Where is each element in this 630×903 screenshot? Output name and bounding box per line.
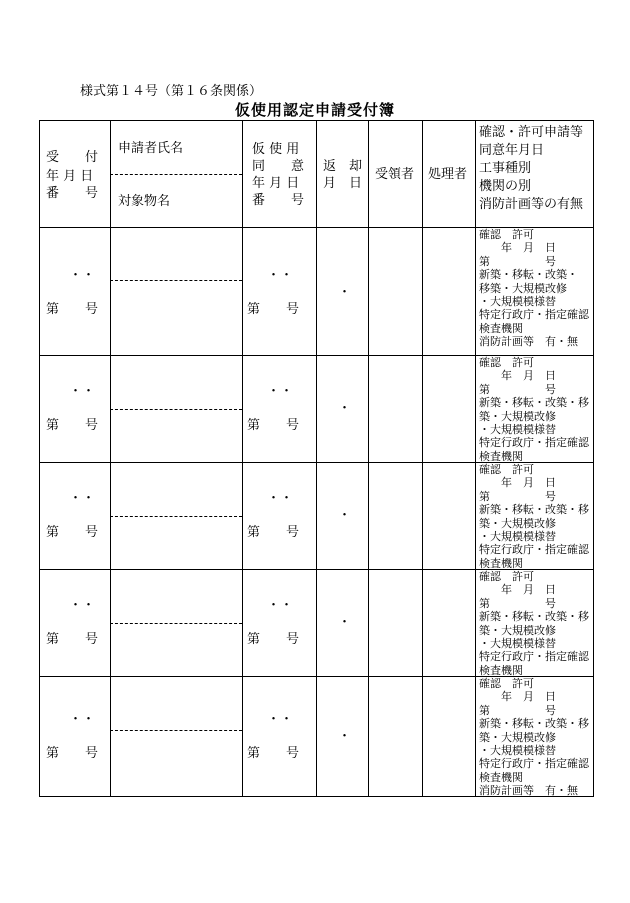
remarks-cell: [479, 463, 593, 570]
receipt-number: 第 号: [46, 418, 99, 433]
remarks-line: ・大規模模様替: [479, 423, 556, 437]
remarks-line: 検査機関: [479, 321, 523, 335]
row-dashed-divider: [110, 623, 242, 624]
row-dashed-divider: [110, 280, 242, 281]
remarks-line: 第 号: [479, 703, 556, 717]
remarks-line: 築・大規模改修: [479, 730, 556, 744]
remarks-header-line: 工事種別: [479, 161, 532, 176]
receipt-header-line: 受 付: [46, 150, 99, 165]
recipient-header: 受領者: [375, 167, 415, 182]
row-dashed-divider: [110, 730, 242, 731]
ledger-table: [39, 120, 594, 797]
receipt-date-dots: ・・: [69, 491, 96, 506]
remarks-line: 築・大規模改修: [479, 409, 556, 423]
consent-number: 第 号: [247, 525, 300, 540]
remarks-line: 検査機関: [479, 556, 523, 570]
remarks-line: 築・大規模改修: [479, 623, 556, 637]
return-header-line: 月 日: [323, 176, 363, 191]
consent-header-line: 番 号: [252, 193, 305, 208]
consent-date-dots: ・・: [267, 491, 294, 506]
return-date-dot: ・: [338, 401, 352, 416]
remarks-line: 年 月 日: [479, 690, 556, 704]
remarks-line: 新築・移転・改築・: [479, 268, 578, 282]
remarks-line: 消防計画等 有・無: [479, 335, 578, 349]
remarks-line: 年 月 日: [479, 476, 556, 490]
remarks-cell: [479, 570, 593, 677]
return-date-dot: ・: [338, 615, 352, 630]
return-header-line: 返 却: [323, 159, 363, 174]
consent-header-line: 仮 使 用: [252, 142, 300, 157]
consent-date-dots: ・・: [267, 268, 294, 283]
return-date-dot: ・: [338, 285, 352, 300]
remarks-line: 特定行政庁・指定確認: [479, 543, 589, 557]
receipt-date-dots: ・・: [69, 384, 96, 399]
remarks-line: 確認 許可: [479, 677, 534, 690]
remarks-header-line: 同意年月日: [479, 143, 545, 158]
remarks-line: 新築・移転・改築・移: [479, 503, 589, 517]
consent-date-dots: ・・: [267, 712, 294, 727]
return-date-dot: ・: [338, 729, 352, 744]
receipt-date-dots: ・・: [69, 268, 96, 283]
remarks-line: 第 号: [479, 489, 556, 503]
remarks-line: 年 月 日: [479, 241, 556, 255]
receipt-number: 第 号: [46, 746, 99, 761]
return-date-dot: ・: [338, 508, 352, 523]
processor-header: 処理者: [428, 167, 468, 182]
receipt-header-line: 年 月 日: [46, 169, 94, 184]
remarks-line: 特定行政庁・指定確認: [479, 650, 589, 664]
form-number: 様式第１４号（第１６条関係）: [80, 84, 263, 99]
remarks-line: 検査機関: [479, 770, 523, 784]
remarks-line: 確認 許可: [479, 356, 534, 369]
consent-date-dots: ・・: [267, 598, 294, 613]
remarks-line: 確認 許可: [479, 570, 534, 583]
target-name-header: 対象物名: [118, 194, 171, 209]
remarks-line: 検査機関: [479, 663, 523, 677]
remarks-line: 確認 許可: [479, 463, 534, 476]
remarks-line: 特定行政庁・指定確認: [479, 308, 589, 322]
remarks-line: 特定行政庁・指定確認: [479, 757, 589, 771]
consent-number: 第 号: [247, 746, 300, 761]
column-divider: [475, 121, 476, 796]
remarks-line: ・大規模模様替: [479, 530, 556, 544]
consent-number: 第 号: [247, 302, 300, 317]
remarks-line: 新築・移転・改築・移: [479, 396, 589, 410]
page-title: 仮使用認定申請受付簿: [234, 101, 395, 119]
remarks-line: 新築・移転・改築・移: [479, 717, 589, 731]
remarks-header-line: 機関の別: [479, 179, 532, 194]
remarks-line: ・大規模模様替: [479, 744, 556, 758]
remarks-line: 年 月 日: [479, 583, 556, 597]
consent-header-line: 年 月 日: [252, 176, 300, 191]
column-divider: [316, 121, 317, 796]
receipt-number: 第 号: [46, 525, 99, 540]
remarks-cell: [479, 356, 593, 463]
remarks-header-line: 消防計画等の有無: [479, 197, 584, 212]
header-dashed-divider: [110, 174, 242, 175]
remarks-line: 特定行政庁・指定確認: [479, 436, 589, 450]
receipt-number: 第 号: [46, 632, 99, 647]
column-divider: [422, 121, 423, 796]
remarks-line: 消防計画等 有・無: [479, 784, 578, 798]
receipt-header-line: 番 号: [46, 186, 99, 201]
column-divider: [110, 121, 111, 796]
remarks-line: ・大規模模様替: [479, 637, 556, 651]
column-divider: [242, 121, 243, 796]
consent-header-line: 同 意: [252, 159, 305, 174]
column-divider: [368, 121, 369, 796]
receipt-date-dots: ・・: [69, 598, 96, 613]
row-dashed-divider: [110, 516, 242, 517]
remarks-line: 第 号: [479, 382, 556, 396]
remarks-header-line: 確認・許可申請等: [479, 125, 584, 140]
remarks-line: 検査機関: [479, 449, 523, 463]
remarks-line: 年 月 日: [479, 369, 556, 383]
remarks-line: 第 号: [479, 596, 556, 610]
remarks-line: 移築・大規模改修: [479, 281, 567, 295]
receipt-date-dots: ・・: [69, 712, 96, 727]
row-dashed-divider: [110, 409, 242, 410]
remarks-line: 築・大規模改修: [479, 516, 556, 530]
consent-number: 第 号: [247, 418, 300, 433]
remarks-cell: [479, 677, 593, 798]
applicant-name-header: 申請者氏名: [118, 141, 184, 156]
remarks-line: ・大規模模様替: [479, 295, 556, 309]
consent-date-dots: ・・: [267, 384, 294, 399]
remarks-cell: [479, 228, 593, 349]
remarks-line: 新築・移転・改築・移: [479, 610, 589, 624]
receipt-number: 第 号: [46, 302, 99, 317]
remarks-line: 第 号: [479, 254, 556, 268]
remarks-line: 確認 許可: [479, 228, 534, 241]
consent-number: 第 号: [247, 632, 300, 647]
remarks-header: [479, 124, 583, 214]
